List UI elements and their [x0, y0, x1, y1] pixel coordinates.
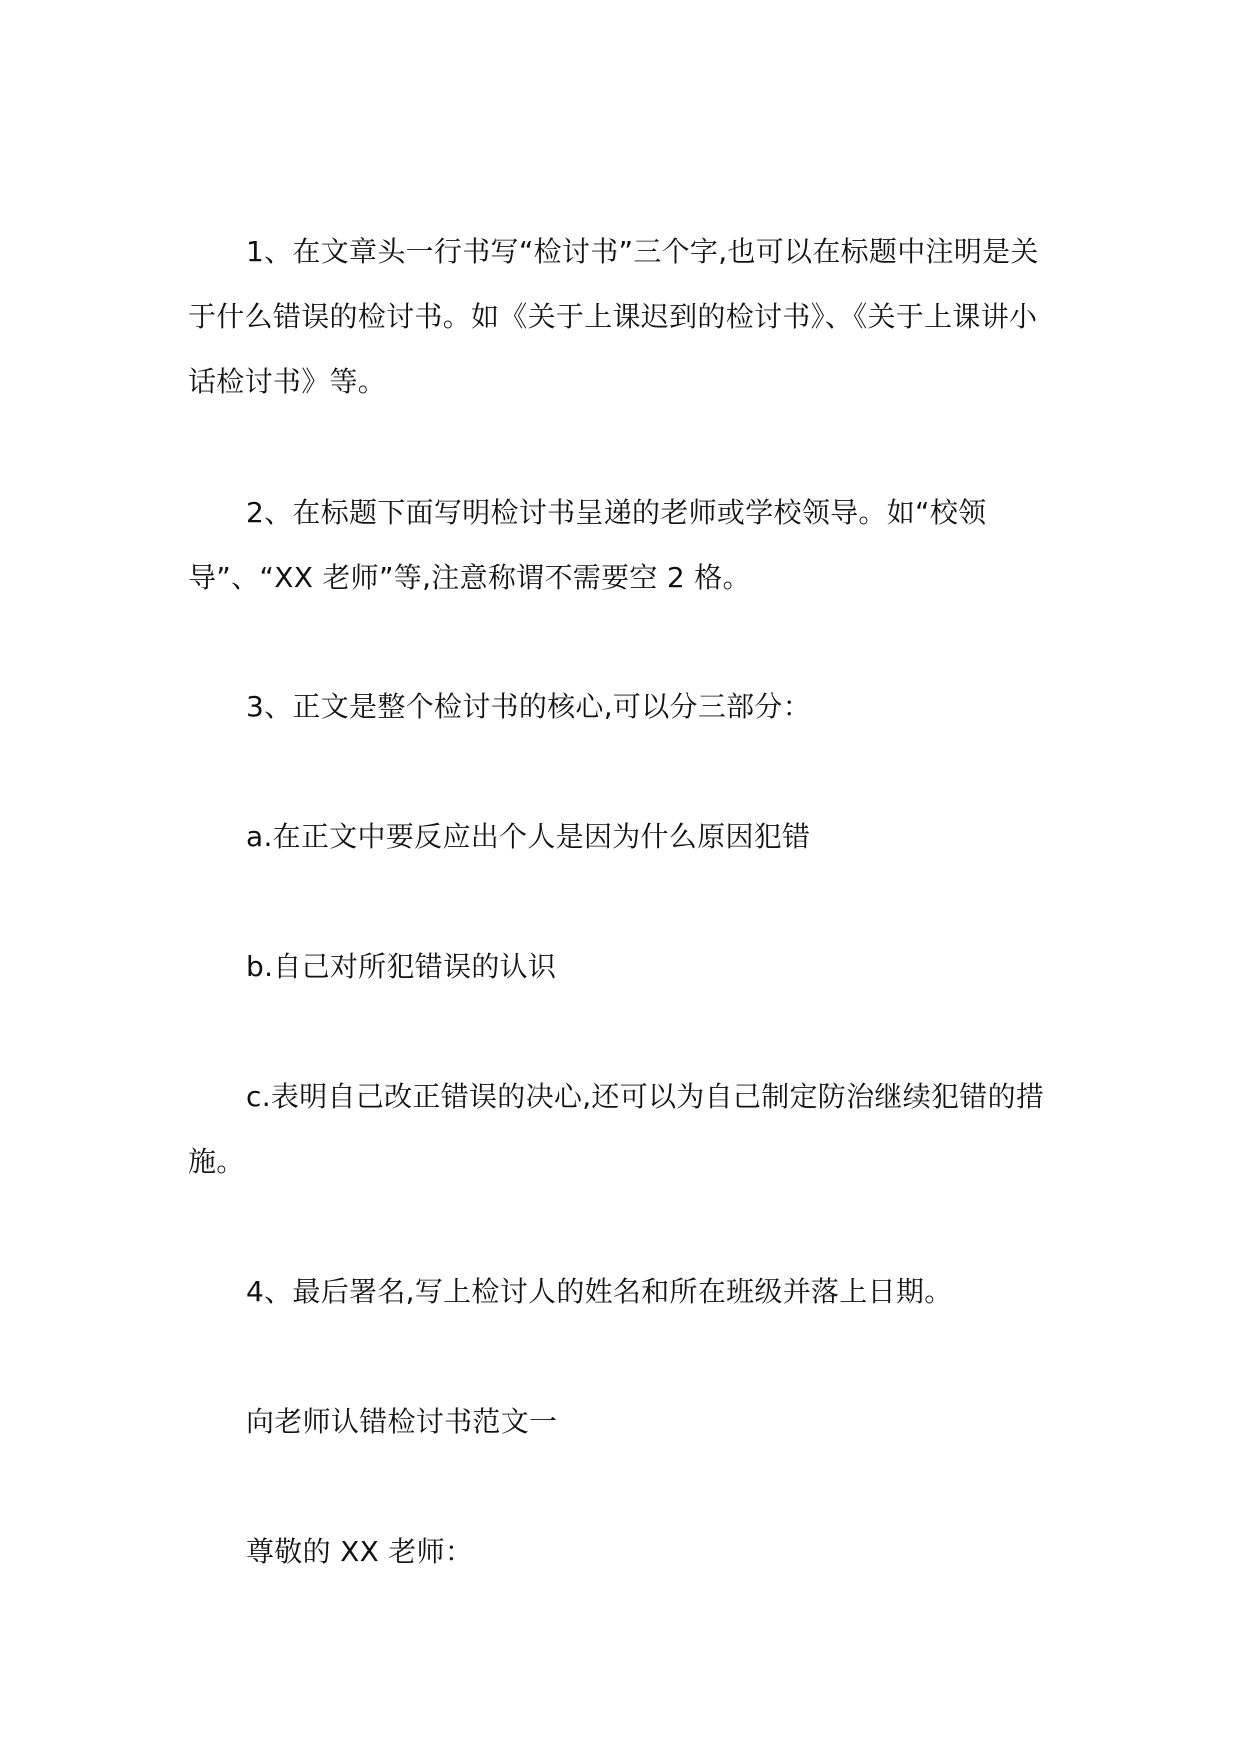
paragraph-rule-2-salutation: 2、在标题下面写明检讨书呈递的老师或学校领导。如“校领导”、“XX 老师”等,注意称谓不需要空 2 格。 — [188, 496, 987, 594]
paragraph-body-part-c: c.表明自己改正错误的决心,还可以为自己制定防治继续犯错的措施。 — [188, 1080, 1045, 1178]
paragraph-body-part-a: a.在正文中要反应出个人是因为什么原因犯错 — [246, 820, 811, 853]
sample-heading: 向老师认错检讨书范文一 — [246, 1405, 558, 1438]
paragraph-rule-4-signature: 4、最后署名,写上检讨人的姓名和所在班级并落上日期。 — [246, 1275, 953, 1308]
paragraph-body-part-b: b.自己对所犯错误的认识 — [246, 950, 557, 983]
paragraph-rule-1-title: 1、在文章头一行书写“检讨书”三个字,也可以在标题中注明是关于什么错误的检讨书。如《关于上课迟到的检讨书》、《关于上课讲小话检讨书》等。 — [188, 235, 1039, 398]
paragraph-rule-3-body: 3、正文是整个检讨书的核心,可以分三部分： — [246, 690, 812, 723]
sample-salutation: 尊敬的 XX 老师： — [246, 1535, 474, 1568]
